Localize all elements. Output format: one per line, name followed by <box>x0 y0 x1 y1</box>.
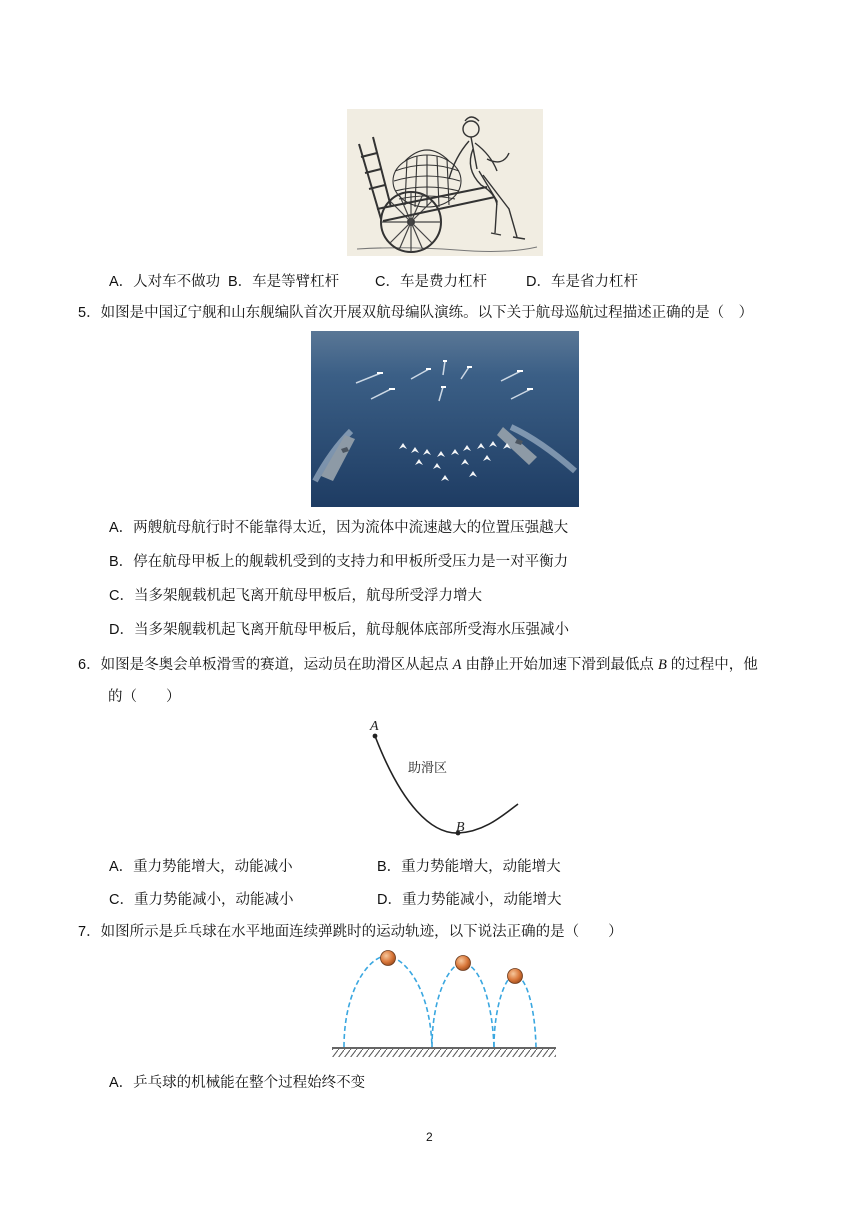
page-number: 2 <box>426 1130 433 1144</box>
wheelbarrow-illustration <box>347 109 543 256</box>
q4-option-b <box>228 270 339 291</box>
q6-stem-line1 <box>78 655 758 675</box>
q5-option-d <box>109 618 569 639</box>
option-text: 车是省力杠杆 <box>550 274 638 290</box>
q4-option-d <box>526 270 638 291</box>
option-letter: B． <box>228 274 253 290</box>
option-letter: D． <box>109 622 134 638</box>
option-text: 人对车不做功 <box>133 274 221 290</box>
q4-option-a <box>109 270 220 291</box>
option-letter: A． <box>109 520 134 536</box>
option-text: 当多架舰载机起飞离开航母甲板后，航母舰体底部所受海水压强减小 <box>133 622 569 638</box>
q6-option-b <box>377 855 561 876</box>
option-text: 车是等臂杠杆 <box>252 274 340 290</box>
question-text: 的（ ） <box>108 689 181 705</box>
q6-stem-line2 <box>108 687 181 707</box>
option-text: 重力势能增大，动能增大 <box>401 859 561 875</box>
figure-point-b: B <box>456 820 465 835</box>
q7-stem <box>78 922 623 942</box>
option-text: 重力势能减小，动能减小 <box>133 892 294 908</box>
q7-option-a <box>109 1071 365 1092</box>
q5-option-c <box>109 584 482 605</box>
option-letter: A． <box>109 1075 134 1091</box>
option-letter: D． <box>526 274 551 290</box>
option-text: 重力势能减小，动能增大 <box>401 892 562 908</box>
option-text: 停在航母甲板上的舰载机受到的支持力和甲板所受压力是一对平衡力 <box>133 554 569 570</box>
ping-pong-bounce-diagram <box>332 946 558 1060</box>
point-a-label: A <box>452 657 462 673</box>
q4-option-c <box>375 270 487 291</box>
question-number: 7． <box>78 924 101 940</box>
option-text: 当多架舰载机起飞离开航母甲板后，航母所受浮力增大 <box>133 588 482 604</box>
question-text: 的过程中，他 <box>670 657 758 673</box>
question-text: 如图是中国辽宁舰和山东舰编队首次开展双航母编队演练。以下关于航母巡航过程描述正确的是（ ） <box>100 305 754 321</box>
q6-option-c <box>109 888 293 909</box>
ball-position-2 <box>456 956 471 971</box>
q5-option-b <box>109 550 568 571</box>
figure-region-label: 助滑区 <box>408 761 448 776</box>
option-letter: A． <box>109 274 134 290</box>
carrier-formation-photo <box>311 331 579 507</box>
option-letter: B． <box>377 859 402 875</box>
question-text: 如图所示是乒乓球在水平地面连续弹跳时的运动轨迹，以下说法正确的是（ ） <box>100 924 623 940</box>
figure-point-a: A <box>370 719 379 734</box>
point-b-label: B <box>657 657 667 673</box>
q6-option-d <box>377 888 561 909</box>
option-letter: C． <box>109 892 134 908</box>
option-letter: B． <box>109 554 134 570</box>
question-text: 如图是冬奥会单板滑雪的赛道，运动员在助滑区从起点 <box>100 657 449 673</box>
question-number: 6． <box>78 657 101 673</box>
option-letter: A． <box>109 859 134 875</box>
ball-position-1 <box>381 951 396 966</box>
q5-option-a <box>109 516 568 537</box>
question-number: 5． <box>78 305 101 321</box>
option-text: 两艘航母航行时不能靠得太近，因为流体中流速越大的位置压强越大 <box>133 520 569 536</box>
ski-track-diagram <box>362 716 526 840</box>
q5-stem <box>78 303 753 323</box>
q6-option-a <box>109 855 293 876</box>
option-text: 乒乓球的机械能在整个过程始终不变 <box>133 1075 366 1091</box>
option-text: 重力势能增大，动能减小 <box>133 859 293 875</box>
option-letter: D． <box>377 892 402 908</box>
ball-position-3 <box>508 969 523 984</box>
option-text: 车是费力杠杆 <box>399 274 487 290</box>
option-letter: C． <box>375 274 400 290</box>
question-text: 由静止开始加速下滑到最低点 <box>465 657 654 673</box>
option-letter: C． <box>109 588 134 604</box>
